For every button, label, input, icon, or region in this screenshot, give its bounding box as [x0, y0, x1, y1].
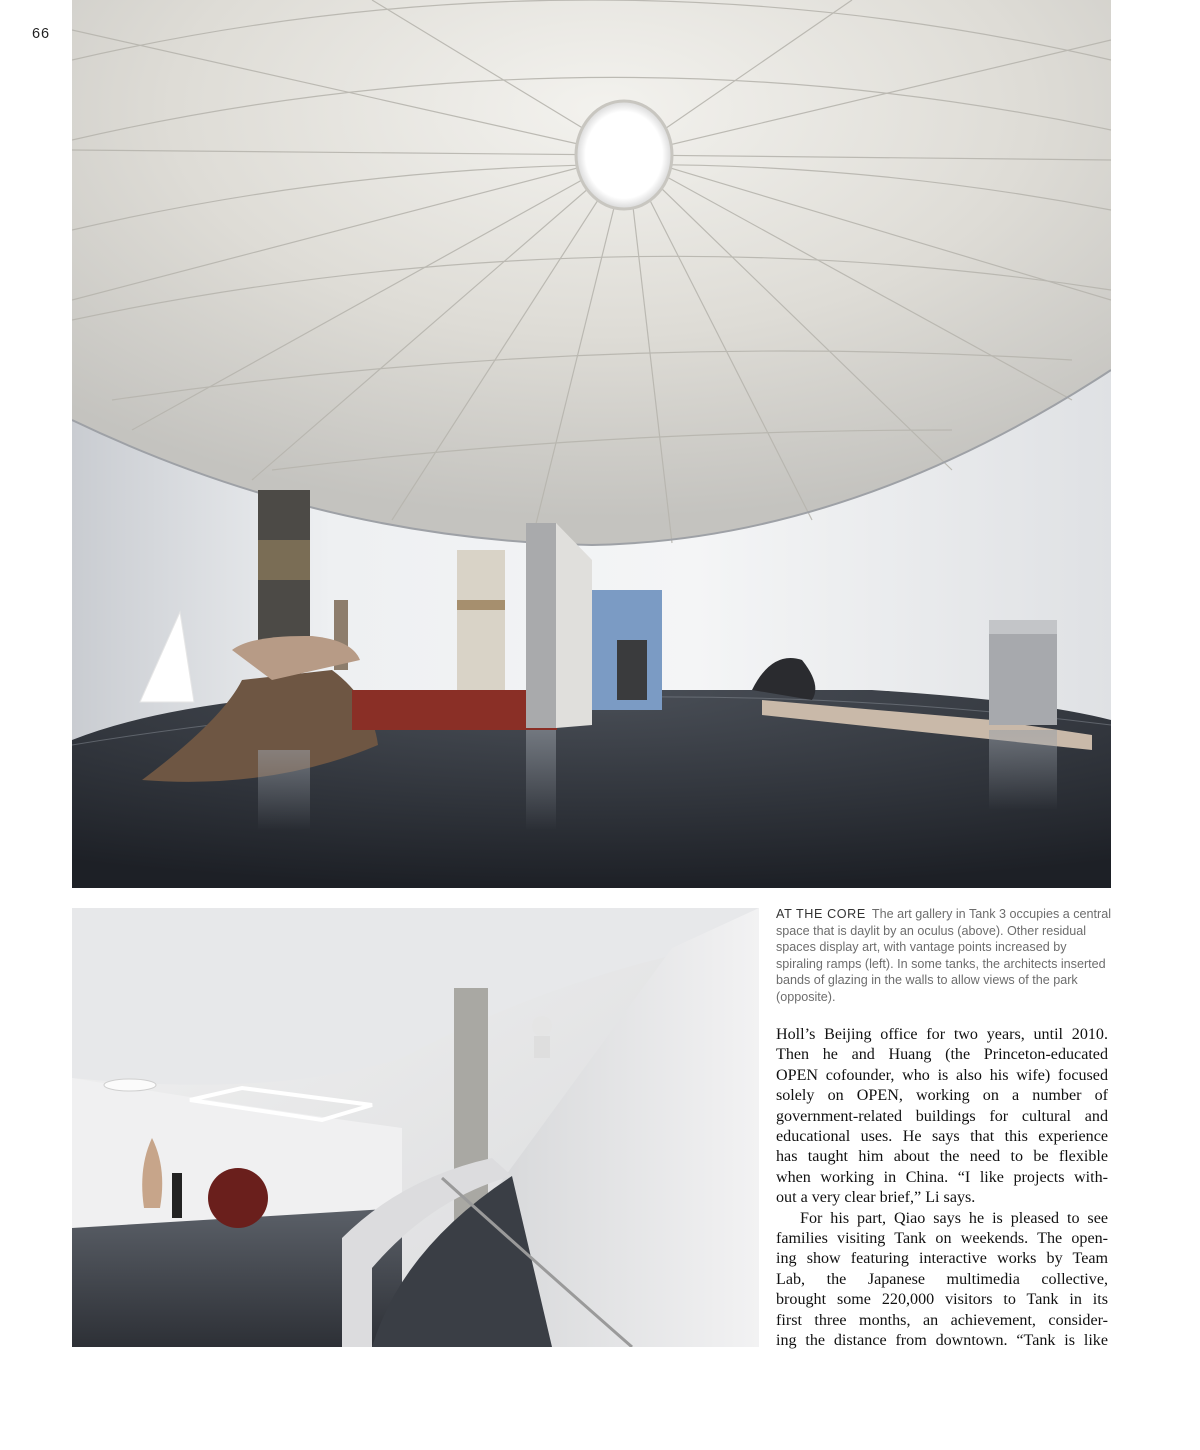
- body-line: government-related buildings for cultural and: [776, 1107, 1108, 1125]
- body-line: Lab, the Japanese multimedia collective,: [776, 1270, 1108, 1288]
- body-line: has taught him about the need to be flexible: [776, 1148, 1108, 1166]
- body-line: families visiting Tank on weekends. The open-: [776, 1230, 1108, 1248]
- body-line: when working in China. “I like projects with-: [776, 1168, 1108, 1186]
- photo-caption: [776, 906, 1114, 1006]
- body-line: ing the distance from downtown. “Tank is like: [776, 1332, 1108, 1350]
- body-line: ing show featuring interactive works by Team: [776, 1250, 1108, 1268]
- body-line: Then he and Huang (the Princeton-educated: [776, 1046, 1108, 1064]
- body-line: solely on OPEN, working on a number of: [776, 1087, 1108, 1105]
- article-body: [776, 1025, 1108, 1352]
- caption-text: The art gallery in Tank 3 occupies a central space that is daylit by an oculus (above). Other residual spaces display art, with vantage points increased by spiraling ramps (left). In some tanks, the architects inserted bands of glazing in the walls to allow views of the park (opposite).: [776, 907, 1112, 1004]
- body-line: For his part, Qiao says he is pleased to see: [800, 1209, 1108, 1227]
- body-line: first three months, an achievement, consider-: [776, 1311, 1108, 1329]
- body-line: Holl’s Beijing office for two years, until 2010.: [776, 1026, 1108, 1043]
- caption-kicker: AT THE CORE: [776, 907, 866, 921]
- body-line: out a very clear brief,” Li says.: [776, 1189, 976, 1207]
- body-line: educational uses. He says that this experience: [776, 1128, 1108, 1146]
- body-line: brought some 220,000 visitors to Tank in its: [776, 1291, 1108, 1309]
- page-number: 66: [32, 26, 50, 42]
- body-line: OPEN cofounder, who is also his wife) focused: [776, 1066, 1108, 1084]
- gallery-ramp-photo: [72, 908, 759, 1347]
- gallery-dome-photo: [72, 0, 1111, 888]
